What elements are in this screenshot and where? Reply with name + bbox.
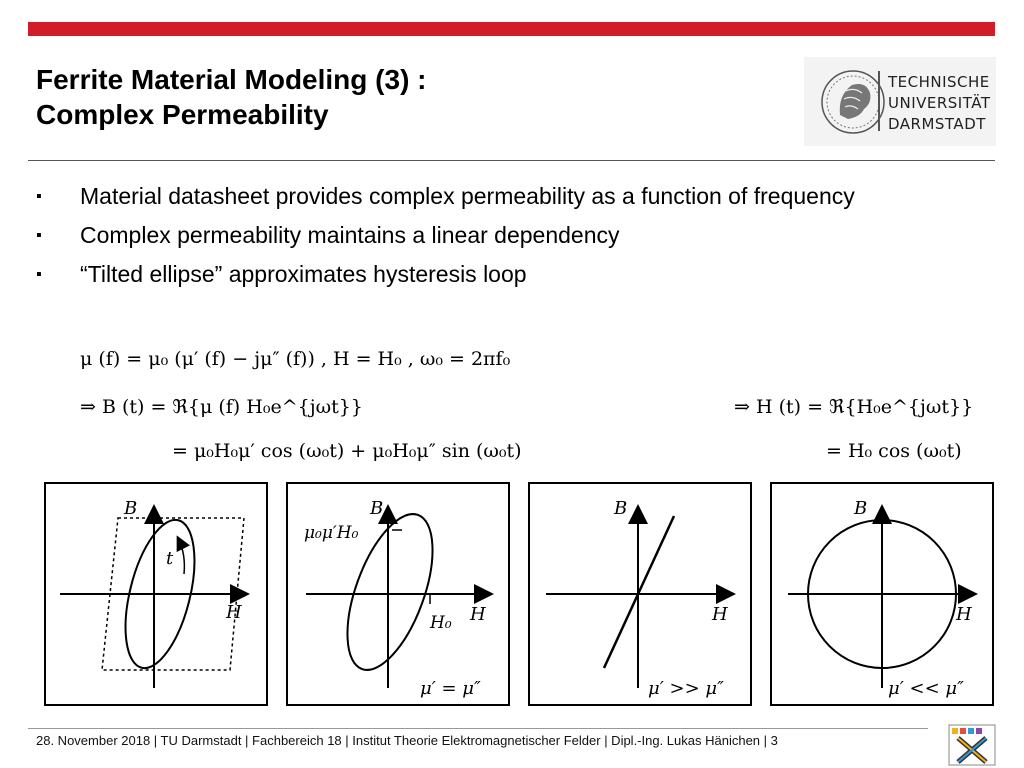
header-divider <box>28 160 995 161</box>
b-label: B <box>370 498 384 519</box>
h-label: H <box>226 602 242 623</box>
h-label: H <box>470 604 486 625</box>
bullet-item: ▪ Material datasheet provides complex permeability as a function of frequency <box>36 180 936 213</box>
bullet-item: ▪ Complex permeability maintains a linear dependency <box>36 219 936 252</box>
equation-b-expanded: = μ₀H₀μ′ cos (ω₀t) + μ₀H₀μ″ sin (ω₀t) <box>172 440 522 462</box>
t-label: t <box>166 548 174 569</box>
b-label: B <box>614 498 628 519</box>
logo-divider <box>878 71 880 131</box>
panel-ellipse-equal <box>286 482 510 706</box>
tu-darmstadt-wordmark <box>888 72 991 135</box>
logo-line3: DARMSTADT <box>888 115 986 133</box>
equation-h-expanded: = H₀ cos (ω₀t) <box>826 440 962 462</box>
panel-circle <box>770 482 994 706</box>
slide-title <box>36 62 427 132</box>
h-label: H <box>956 604 972 625</box>
h-label: H <box>712 604 728 625</box>
footer-text: 28. November 2018 | TU Darmstadt | Fachbereich 18 | Institut Theorie Elektromagnetischer Felder | Dipl.-Ing. Lukas Hänichen | 3 <box>36 733 778 748</box>
slide-title-line1: Ferrite Material Modeling (3) : <box>36 64 427 95</box>
b-label: B <box>124 498 138 519</box>
top-accent-bar <box>28 22 995 36</box>
equation-b-field: ⇒ B (t) = ℜ{μ (f) H₀e^{jωt}} <box>80 396 363 418</box>
temf-institute-logo-icon <box>948 724 996 766</box>
slide-title-line2: Complex Permeability <box>36 99 329 130</box>
relation-label: μ′ >> μ″ <box>648 678 724 699</box>
bullet-item: ▪ “Tilted ellipse” approximates hysteresis loop <box>36 258 936 291</box>
equation-permeability: μ (f) = μ₀ (μ′ (f) − jμ″ (f)) , H = H₀ , ω₀ = 2πf₀ <box>80 348 511 370</box>
logo-line1: TECHNISCHE <box>888 73 990 91</box>
panel-hysteresis-loop <box>44 482 268 706</box>
h0-label: H₀ <box>430 613 452 633</box>
panel-line <box>528 482 752 706</box>
logo-line2: UNIVERSITÄT <box>888 94 991 112</box>
relation-label: μ′ = μ″ <box>420 678 481 699</box>
time-direction-arrow <box>178 538 184 574</box>
relation-label: μ′ << μ″ <box>888 678 964 699</box>
peak-label: μ₀μ′H₀ <box>304 523 359 543</box>
bullet-list <box>36 180 936 297</box>
footer-divider <box>28 728 928 729</box>
equation-h-field: ⇒ H (t) = ℜ{H₀e^{jωt}} <box>734 396 974 418</box>
b-label: B <box>854 498 868 519</box>
